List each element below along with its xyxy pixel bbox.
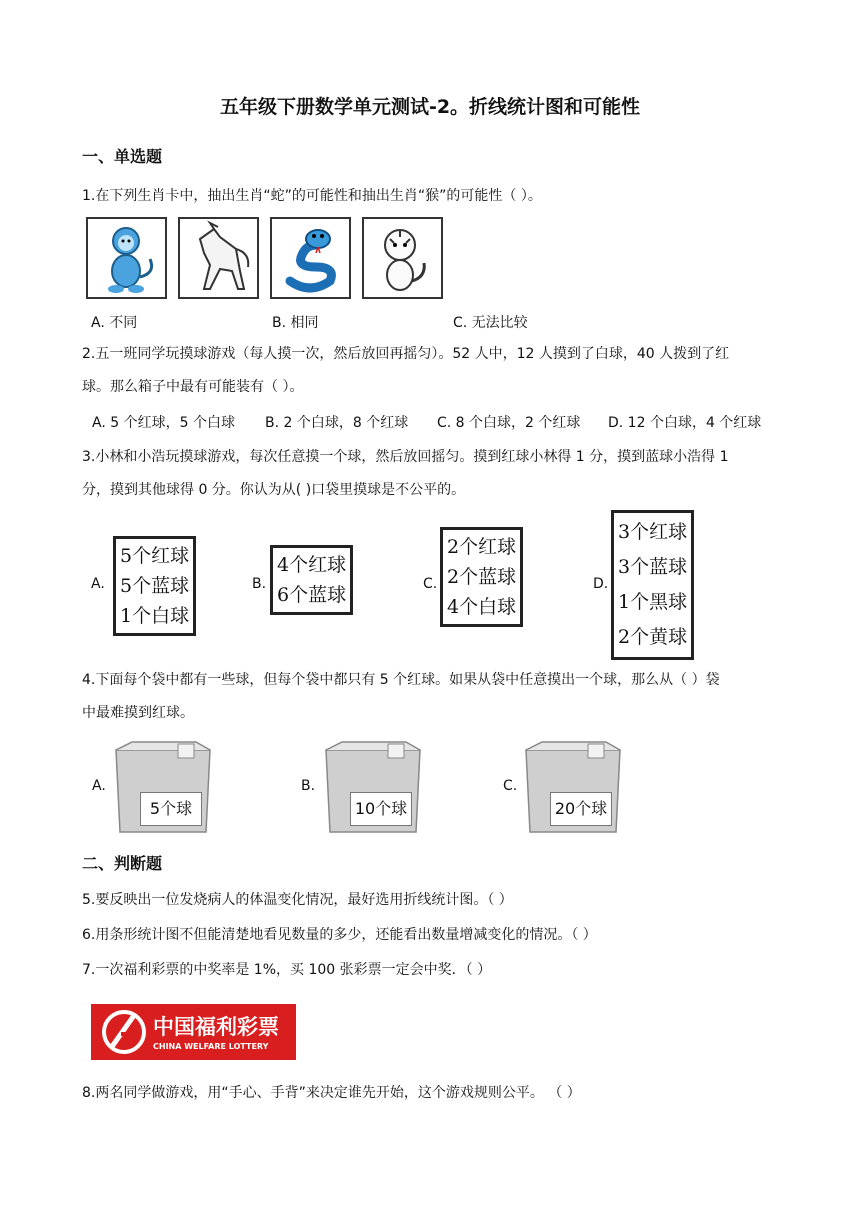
bag-count-tag: 20个球: [550, 792, 612, 826]
question-6-text: 6.用条形统计图不但能清楚地看见数量的多少，还能看出数量增减变化的情况。（ ）: [82, 927, 597, 943]
question-1-text: 1.在下列生肖卡中，抽出生肖“蛇”的可能性和抽出生肖“猴”的可能性（ ）。: [82, 188, 542, 204]
ball-count-line: 4个红球: [277, 554, 347, 576]
q3-option-d-label[interactable]: D.: [593, 576, 609, 592]
monkey-icon: [88, 219, 165, 297]
question-7-text: 7.一次福利彩票的中奖率是 1%，买 100 张彩票一定会中奖．（ ）: [82, 962, 492, 978]
q4-option-c-label[interactable]: C.: [503, 778, 518, 794]
lottery-emblem-icon: [91, 1004, 296, 1060]
question-2-line-1: 2.五一班同学玩摸球游戏（每人摸一次，然后放回再摇匀）。52 人中，12 人摸到了白球，40 人拨到了红: [82, 346, 730, 362]
bag-count-tag: 10个球: [350, 792, 412, 826]
q3-option-a-label[interactable]: A.: [91, 576, 105, 592]
q1-option-a[interactable]: A. 不同: [91, 315, 138, 331]
ball-count-line: 2个黄球: [618, 626, 688, 648]
question-4-line-1: 4.下面每个袋中都有一些球，但每个袋中都只有 5 个红球。如果从袋中任意摸出一个球，那么从（ ）袋: [82, 672, 720, 688]
section-heading-single-choice: 一、单选题: [82, 147, 163, 166]
q3-option-b-box[interactable]: [270, 545, 353, 615]
ball-count-line: 3个蓝球: [618, 556, 688, 578]
q2-option-d[interactable]: D. 12 个白球，4 个红球: [608, 415, 762, 431]
question-2-line-2: 球。那么箱子中最有可能装有（ ）。: [82, 379, 304, 395]
ball-count-line: 3个红球: [618, 521, 688, 543]
question-3-line-2: 分，摸到其他球得 0 分。你认为从( )口袋里摸球是不公平的。: [82, 482, 466, 498]
q4-option-b-label[interactable]: B.: [301, 778, 316, 794]
tiger-card: [362, 217, 443, 299]
horse-icon: [180, 219, 257, 297]
q3-option-a-box[interactable]: [113, 536, 196, 636]
question-8-text: 8.两名同学做游戏，用“手心、手背”来决定谁先开始，这个游戏规则公平。 （ ）: [82, 1085, 581, 1101]
q3-option-b-label[interactable]: B.: [252, 576, 267, 592]
q3-option-c-label[interactable]: C.: [423, 576, 438, 592]
q4-bag-c[interactable]: [522, 740, 624, 835]
snake-icon: [272, 219, 349, 297]
ball-count-line: 5个蓝球: [120, 575, 190, 597]
q2-option-c[interactable]: C. 8 个白球，2 个红球: [437, 415, 581, 431]
q2-option-a[interactable]: A. 5 个红球，5 个白球: [92, 415, 235, 431]
q4-bag-b[interactable]: [322, 740, 424, 835]
ball-count-line: 2个蓝球: [447, 566, 517, 588]
q4-option-a-label[interactable]: A.: [92, 778, 106, 794]
monkey-card: [86, 217, 167, 299]
ball-count-line: 1个白球: [120, 605, 190, 627]
q2-option-b[interactable]: B. 2 个白球，8 个红球: [265, 415, 409, 431]
q1-option-b[interactable]: B. 相同: [272, 315, 319, 331]
q3-option-d-box[interactable]: [611, 510, 694, 660]
ball-count-line: 1个黑球: [618, 591, 688, 613]
ball-count-line: 6个蓝球: [277, 584, 347, 606]
ball-count-line: 4个白球: [447, 596, 517, 618]
logo-en-text: CHINA WELFARE LOTTERY: [153, 1042, 269, 1051]
ball-count-line: 2个红球: [447, 536, 517, 558]
horse-card: [178, 217, 259, 299]
section-heading-true-false: 二、判断题: [82, 854, 163, 873]
q3-option-c-box[interactable]: [440, 527, 523, 627]
page-title: 五年级下册数学单元测试-2。折线统计图和可能性: [219, 96, 641, 118]
snake-card: [270, 217, 351, 299]
tiger-icon: [364, 219, 441, 297]
q4-bag-a[interactable]: [112, 740, 214, 835]
question-3-line-1: 3.小林和小浩玩摸球游戏，每次任意摸一个球，然后放回摇匀。摸到红球小林得 1 分，摸到蓝球小浩得 1: [82, 449, 729, 465]
q1-option-c[interactable]: C. 无法比较: [453, 315, 528, 331]
question-4-line-2: 中最难摸到红球。: [82, 705, 194, 721]
question-5-text: 5.要反映出一位发烧病人的体温变化情况，最好选用折线统计图。（ ）: [82, 892, 513, 908]
logo-cn-text: 中国福利彩票: [153, 1015, 279, 1039]
bag-count-tag: 5个球: [140, 792, 202, 826]
ball-count-line: 5个红球: [120, 545, 190, 567]
welfare-lottery-logo: [91, 1004, 296, 1060]
